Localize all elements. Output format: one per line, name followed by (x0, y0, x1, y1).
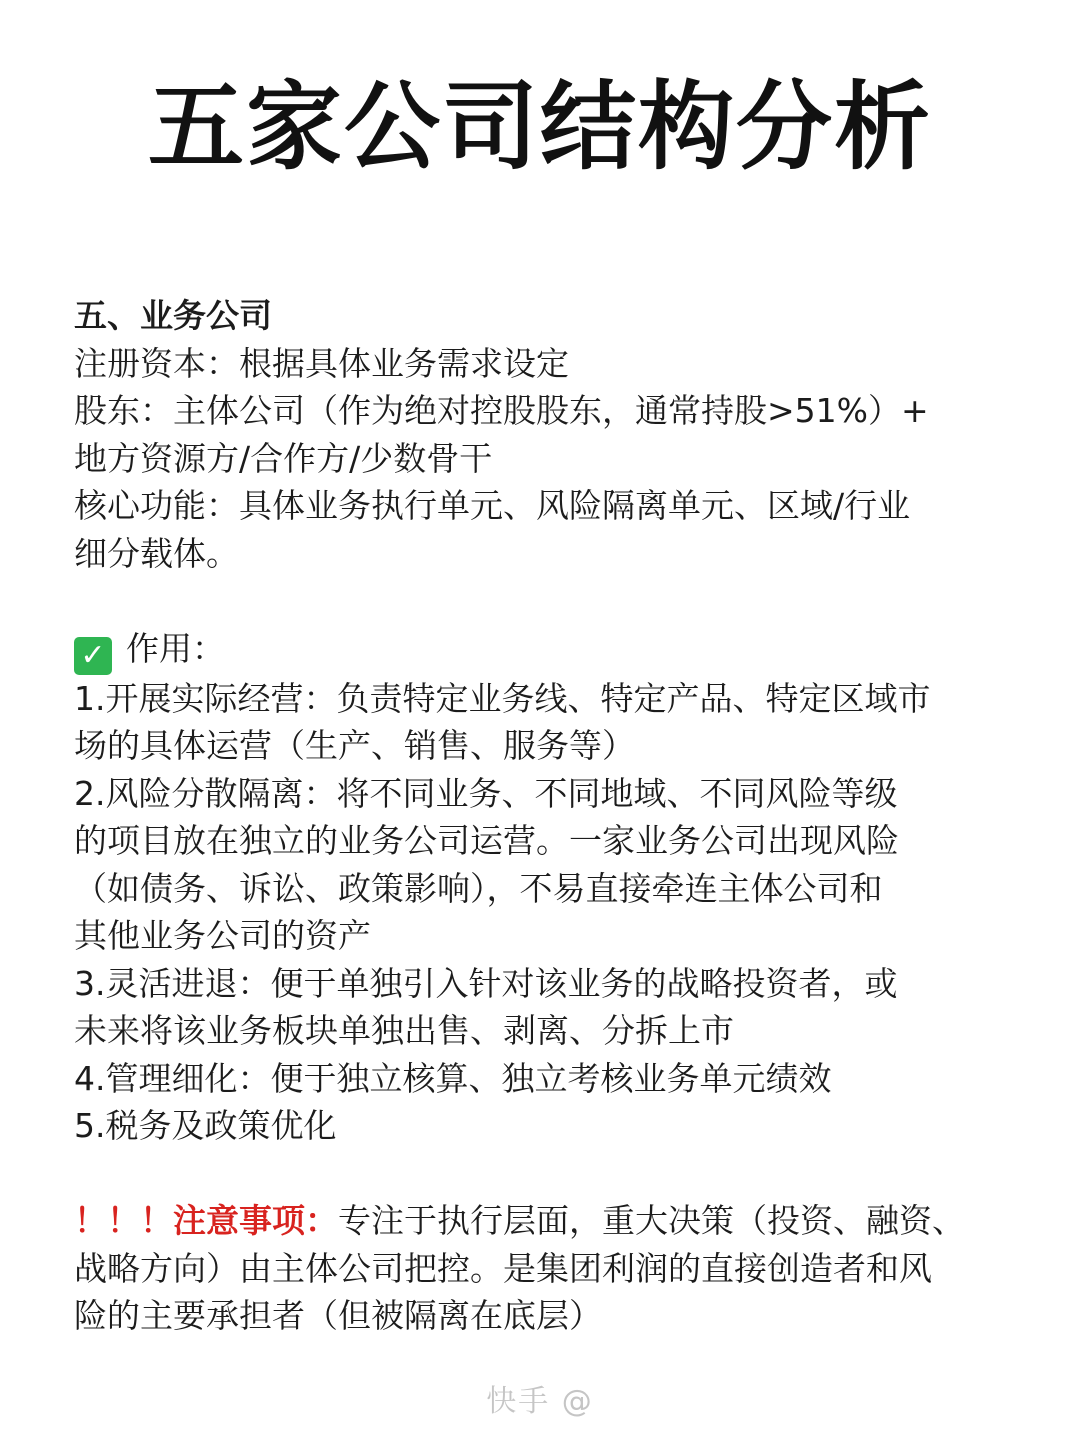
role-item-2-cont: （如债务、诉讼、政策影响），不易直接牵连主体公司和 (74, 868, 883, 908)
shareholders-line: 股东：主体公司（作为绝对控股股东，通常持股>51%）+ (74, 391, 929, 430)
role-item-2-cont: 的项目放在独立的业务公司运营。一家业务公司出现风险 (74, 821, 899, 860)
section-heading: 五、业务公司 (74, 296, 272, 335)
notice-row (74, 1197, 1034, 1245)
watermark: 快手 @ (486, 1384, 594, 1419)
role-item-3: 3.灵活进退：便于单独引入针对该业务的战略投资者，或 (74, 963, 898, 1003)
notice-label: ！！！注意事项： (74, 1201, 338, 1240)
registered-capital-line: 注册资本：根据具体业务需求设定 (74, 343, 569, 383)
core-function-line-cont: 细分载体。 (74, 533, 239, 573)
notice-text-cont: 险的主要承担者（但被隔离在底层） (74, 1296, 602, 1335)
page-title: 五家公司结构分析 (148, 71, 932, 183)
notice-text: 专注于执行层面，重大决策（投资、融资、 (338, 1201, 965, 1240)
role-heading-row (74, 625, 1034, 675)
role-item-1-cont: 场的具体运营（生产、销售、服务等） (74, 726, 635, 765)
role-item-2: 2.风险分散隔离：将不同业务、不同地域、不同风险等级 (74, 773, 898, 813)
role-item-3-cont: 未来将该业务板块单独出售、剥离、分拆上市 (74, 1011, 734, 1050)
role-item-2-cont: 其他业务公司的资产 (74, 916, 371, 955)
role-item-5: 5.税务及政策优化 (74, 1106, 337, 1145)
article-body (74, 292, 1034, 1340)
spacer (74, 577, 1034, 625)
role-item-1: 1.开展实际经营：负责特定业务线、特定产品、特定区域市 (74, 678, 931, 718)
shareholders-line-cont: 地方资源方/合作方/少数骨干 (74, 438, 493, 478)
check-mark-icon: ✓ (74, 637, 112, 675)
core-function-line: 核心功能：具体业务执行单元、风险隔离单元、区域/行业 (74, 486, 911, 525)
role-item-4: 4.管理细化：便于独立核算、独立考核业务单元绩效 (74, 1058, 832, 1098)
role-heading: 作用： (126, 628, 225, 668)
spacer (74, 1150, 1034, 1198)
notice-text-cont: 战略方向）由主体公司把控。是集团利润的直接创造者和风 (74, 1248, 932, 1288)
